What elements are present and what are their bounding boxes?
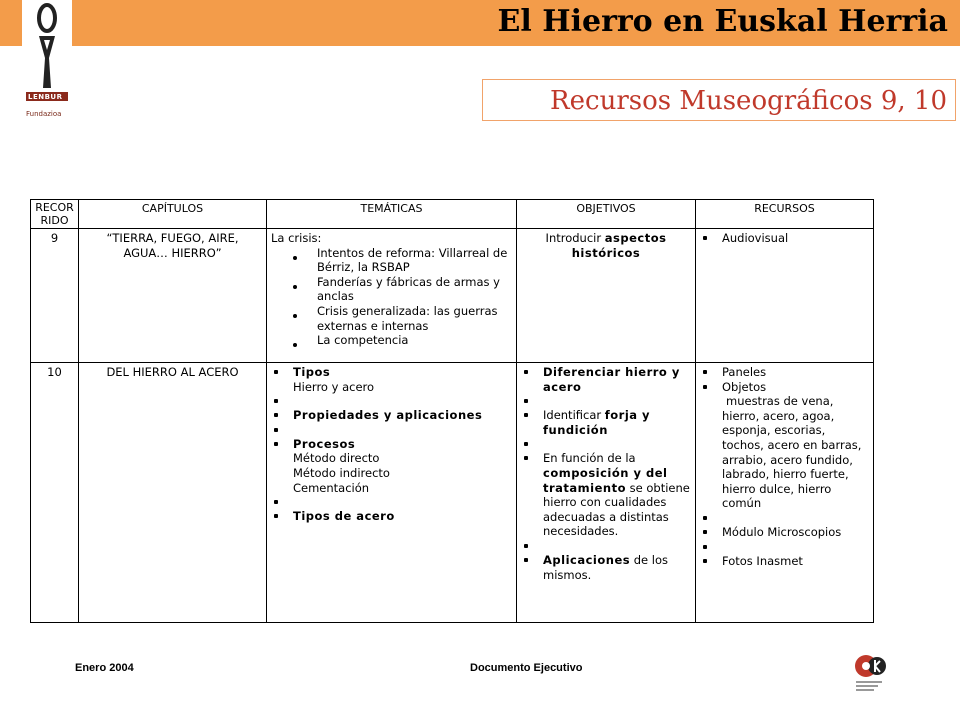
row10-recorrido: 10 (31, 363, 79, 623)
spacer (521, 437, 691, 451)
row10-tematicas (267, 363, 517, 623)
objetivo-diferenciar: Diferenciar hierro y acero (543, 365, 680, 394)
row10-recursos-list (700, 365, 869, 568)
list-item (271, 365, 512, 394)
tematica-proceso-2: Método indirecto (293, 465, 390, 480)
list-item (271, 408, 512, 423)
footer-date: Enero 2004 (75, 662, 134, 674)
list-item: Fanderías y fábricas de armas y anclas (271, 275, 512, 304)
page-subtitle: Recursos Museográficos 9, 10 (550, 86, 947, 116)
objetivo-funcion: En función de la (543, 451, 636, 466)
list-item: Paneles (700, 365, 869, 380)
row9-capitulo-line2: AGUA… HIERRO” (123, 245, 222, 260)
header-recorrido-label: RECOR RIDO (35, 201, 74, 227)
resources-table (30, 199, 874, 623)
row10-recursos (696, 363, 874, 623)
row9-recursos-list (700, 231, 869, 246)
row10-capitulo: DEL HIERRO AL ACERO (79, 363, 267, 623)
list-item (521, 365, 691, 394)
tematica-tipos-sub: Hierro y acero (293, 379, 375, 394)
header-recursos: RECURSOS (696, 200, 874, 229)
spacer (700, 540, 869, 554)
spacer (521, 539, 691, 553)
objetivo-aplicaciones-rest: de los mismos. (543, 552, 669, 582)
row9-capitulo (79, 229, 267, 363)
header-bar (0, 0, 960, 48)
spacer (271, 495, 512, 509)
header-accent-right (72, 0, 960, 46)
header-accent-left (0, 0, 22, 46)
tematica-tipos: Tipos (293, 365, 331, 379)
page-title: El Hierro en Euskal Herria (497, 4, 948, 39)
objetivo-funcion-rest: se obtiene hierro con cualidades adecuadas a distintas necesidades. (543, 480, 690, 539)
list-item (271, 437, 512, 495)
lenbur-logo (22, 0, 72, 125)
list-item: Audiovisual (700, 231, 869, 246)
header-capitulos: CAPÍTULOS (79, 200, 267, 229)
row10-objetivos (517, 363, 696, 623)
spacer (521, 394, 691, 408)
row9-recursos (696, 229, 874, 363)
objetivo-forja: forja y fundición (543, 408, 651, 437)
header-objetivos: OBJETIVOS (517, 200, 696, 229)
list-item: Crisis generalizada: las guerras externas e internas (271, 304, 512, 333)
row10-objetivos-list (521, 365, 691, 582)
list-item (521, 451, 691, 539)
table-row (31, 229, 874, 363)
ak-logo (852, 652, 888, 694)
table-row (31, 363, 874, 623)
tematica-tipos-acero: Tipos de acero (293, 509, 395, 524)
row9-capitulo-line1: “TIERRA, FUEGO, AIRE, (106, 231, 239, 245)
objetivo-composicion: composición y del tratamiento (543, 465, 668, 495)
recurso-objetos: Objetos (722, 379, 767, 394)
tematica-proceso-3: Cementación (293, 480, 370, 495)
row9-recorrido: 9 (31, 229, 79, 363)
subtitle-box (482, 79, 956, 121)
list-item (271, 509, 512, 524)
footer-document: Documento Ejecutivo (470, 662, 583, 674)
row9-objetivos-bold1: aspectos (604, 231, 667, 245)
header-tematicas: TEMÁTICAS (267, 200, 517, 229)
spacer (271, 394, 512, 408)
row9-tematicas (267, 229, 517, 363)
recurso-objetos-detail: muestras de vena, hierro, acero, agoa, esponja, escorias, tochos, acero en barras, arrabio, acero fundido, labrado, hierro fuerte, hierro dulce, hierro común (722, 394, 862, 511)
row9-objetivos-prefix: Introducir (545, 231, 605, 245)
tematica-propiedades: Propiedades y aplicaciones (293, 408, 483, 423)
tematica-procesos: Procesos (293, 436, 356, 451)
tematica-proceso-1: Método directo (293, 451, 380, 466)
row9-objetivos-bold2: históricos (571, 245, 641, 260)
row9-tematicas-intro: La crisis: (271, 231, 322, 245)
spacer (271, 423, 512, 437)
list-item (700, 380, 869, 511)
list-item: Módulo Microscopios (700, 525, 869, 540)
row9-objetivos (517, 229, 696, 363)
list-item: La competencia (271, 333, 512, 348)
header-recorrido (31, 200, 79, 229)
list-item: Intentos de reforma: Villarreal de Bérriz, la RSBAP (271, 246, 512, 275)
logo-subtext: Fundazioa (26, 110, 62, 118)
table-header-row (31, 200, 874, 229)
list-item (521, 408, 691, 437)
objetivo-aplicaciones: Aplicaciones (543, 552, 631, 567)
row10-tematicas-list (271, 365, 512, 524)
logo-brand-text: LENBUR (28, 93, 63, 101)
list-item: Fotos Inasmet (700, 554, 869, 569)
spacer (700, 511, 869, 525)
objetivo-identificar: Identificar (543, 408, 605, 423)
list-item (521, 553, 691, 582)
row9-tematicas-list (271, 246, 512, 348)
